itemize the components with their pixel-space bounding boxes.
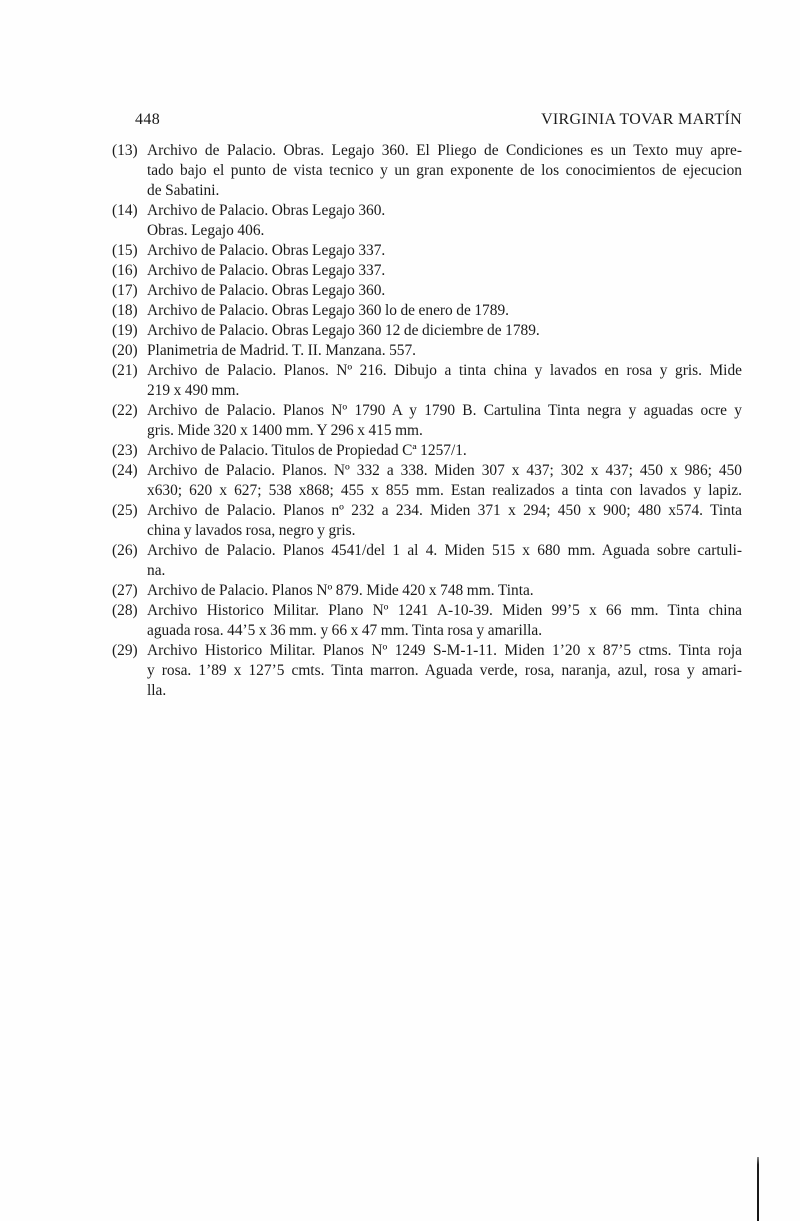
footnote-number: (24) (112, 462, 138, 479)
footnote-line: aguada rosa. 44’5 x 36 mm. y 66 x 47 mm. Tinta rosa y amarilla. (147, 622, 543, 639)
footnote-text: Archivo de Palacio. Planos 4541/del 1 al 4. Miden 515 x 680 mm. Aguada sobre cartuli- (147, 542, 742, 559)
footnote-number: (22) (112, 402, 138, 419)
footnote-number: (29) (112, 642, 138, 659)
footnote-line: de Sabatini. (147, 182, 220, 199)
footnote-text: Archivo de Palacio. Obras Legajo 360 12 de diciembre de 1789. (147, 322, 540, 339)
footnote-item-28 (112, 601, 742, 641)
running-title: VIRGINIA TOVAR MARTÍN (541, 111, 742, 128)
footnote-number: (18) (112, 302, 138, 319)
footnote-text: Archivo de Palacio. Obras Legajo 360 lo de enero de 1789. (147, 302, 509, 319)
footnote-line: lla. (147, 682, 167, 699)
footnote-number: (23) (112, 442, 138, 459)
footnote-line (112, 401, 742, 421)
footnote-line (112, 201, 742, 221)
footnote-line: na. (147, 562, 166, 579)
footnote-line (112, 341, 742, 361)
footnote-line (112, 541, 742, 561)
footnote-item-13 (112, 141, 742, 201)
footnote-text: Archivo de Palacio. Planos. Nº 216. Dibujo a tinta china y lavados en rosa y gris. Mide (147, 362, 742, 379)
footnote-line: gris. Mide 320 x 1400 mm. Y 296 x 415 mm. (147, 422, 423, 439)
footnote-item-22 (112, 401, 742, 441)
footnote-item-29 (112, 641, 742, 701)
running-header (112, 110, 742, 130)
footnote-item-18 (112, 301, 742, 321)
footnote-text: Archivo de Palacio. Obras Legajo 360. (147, 202, 386, 219)
footnote-text: Archivo de Palacio. Obras Legajo 337. (147, 262, 386, 279)
footnote-item-17 (112, 281, 742, 301)
footnote-line (112, 261, 742, 281)
footnote-text: Archivo de Palacio. Obras. Legajo 360. El Pliego de Condiciones es un Texto muy apre- (147, 142, 742, 159)
footnote-line (112, 301, 742, 321)
footnote-line (112, 581, 742, 601)
footnote-text: Archivo de Palacio. Obras Legajo 337. (147, 242, 386, 259)
footnote-line: Obras. Legajo 406. (147, 222, 265, 239)
footnote-text: Archivo Historico Militar. Plano Nº 1241 A-10-39. Miden 99’5 x 66 mm. Tinta china (147, 602, 742, 619)
page-number: 448 (135, 111, 161, 128)
footnote-number: (21) (112, 362, 138, 379)
footnote-line (112, 281, 742, 301)
footnote-line: china y lavados rosa, negro y gris. (147, 522, 356, 539)
footnote-number: (28) (112, 602, 138, 619)
footnote-line (112, 601, 742, 621)
footnote-line (112, 461, 742, 481)
footnote-line (112, 241, 742, 261)
footnote-line (112, 321, 742, 341)
footnote-item-26 (112, 541, 742, 581)
scan-artifact-line (757, 1157, 759, 1221)
footnote-line: y rosa. 1’89 x 127’5 cmts. Tinta marron. Aguada verde, rosa, naranja, azul, rosa y amari- (147, 662, 742, 679)
footnote-item-20 (112, 341, 742, 361)
footnote-number: (14) (112, 202, 138, 219)
footnote-item-15 (112, 241, 742, 261)
footnote-text: Archivo de Palacio. Planos Nº 879. Mide 420 x 748 mm. Tinta. (147, 582, 534, 599)
footnote-number: (19) (112, 322, 138, 339)
footnote-number: (26) (112, 542, 138, 559)
footnote-number: (13) (112, 142, 138, 159)
footnote-number: (20) (112, 342, 138, 359)
footnote-item-14 (112, 201, 742, 241)
footnote-text: Archivo de Palacio. Obras Legajo 360. (147, 282, 386, 299)
footnote-item-24 (112, 461, 742, 501)
footnote-item-16 (112, 261, 742, 281)
footnote-list (112, 141, 742, 701)
footnote-item-21 (112, 361, 742, 401)
footnote-item-23 (112, 441, 742, 461)
footnote-number: (25) (112, 502, 138, 519)
footnote-number: (27) (112, 582, 138, 599)
footnote-line: x630; 620 x 627; 538 x868; 455 x 855 mm. Estan realizados a tinta con lavados y lapiz. (147, 482, 742, 499)
footnote-number: (17) (112, 282, 138, 299)
footnote-text: Planimetria de Madrid. T. II. Manzana. 557. (147, 342, 417, 359)
footnote-number: (16) (112, 262, 138, 279)
footnote-text: Archivo de Palacio. Titulos de Propiedad Cª 1257/1. (147, 442, 467, 459)
footnote-item-19 (112, 321, 742, 341)
footnote-text: Archivo de Palacio. Planos nº 232 a 234. Miden 371 x 294; 450 x 900; 480 x574. Tinta (147, 502, 742, 519)
footnote-text: Archivo de Palacio. Planos Nº 1790 A y 1790 B. Cartulina Tinta negra y aguadas ocre y (147, 402, 742, 419)
footnote-text: Archivo de Palacio. Planos. Nº 332 a 338. Miden 307 x 437; 302 x 437; 450 x 986; 450 (147, 462, 742, 479)
footnote-line (112, 441, 742, 461)
footnote-item-27 (112, 581, 742, 601)
footnote-text: Archivo Historico Militar. Planos Nº 1249 S-M-1-11. Miden 1’20 x 87’5 ctms. Tinta roja (147, 642, 742, 659)
footnote-line (112, 641, 742, 661)
footnote-line (112, 501, 742, 521)
footnote-line: 219 x 490 mm. (147, 382, 240, 399)
footnote-line: tado bajo el punto de vista tecnico y un gran exponente de los conocimientos de ejecucion (147, 162, 742, 179)
footnote-line (112, 141, 742, 161)
footnote-number: (15) (112, 242, 138, 259)
footnote-line (112, 361, 742, 381)
footnote-item-25 (112, 501, 742, 541)
